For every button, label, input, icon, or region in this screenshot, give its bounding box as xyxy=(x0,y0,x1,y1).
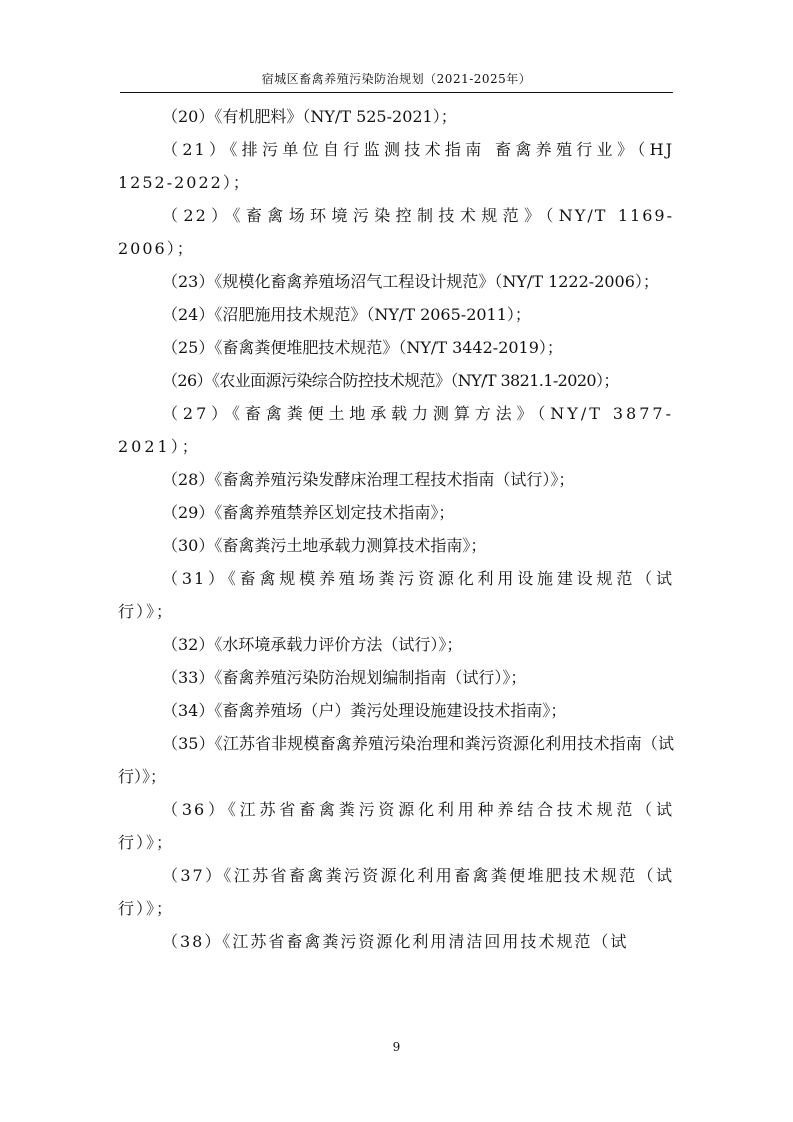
list-item: （20）《有机肥料》（NY/T 525-2021）； xyxy=(162,107,457,126)
list-item: （28）《畜禽养殖污染发酵床治理工程技术指南（试行）》； xyxy=(162,470,575,489)
reference-list xyxy=(118,100,674,958)
header-divider xyxy=(120,92,673,93)
list-item: （27）《畜禽粪便土地承载力测算方法》（NY/T 3877-2021）； xyxy=(118,404,674,456)
list-item: （33）《畜禽养殖污染防治规划编制指南（试行）》； xyxy=(162,668,527,687)
running-header: 宿城区畜禽养殖污染防治规划（2021-2025年） xyxy=(261,72,532,86)
list-item: （24）《沼肥施用技术规范》（NY/T 2065-2011）； xyxy=(162,305,531,324)
list-item: （35）《江苏省非规模畜禽养殖污染治理和粪污资源化利用技术指南（试行）》； xyxy=(118,734,674,786)
list-item: （23）《规模化畜禽养殖场沼气工程设计规范》（NY/T 1222-2006）； xyxy=(162,272,659,291)
list-item: （26）《农业面源污染综合防控技术规范》（NY/T 3821.1-2020）； xyxy=(162,371,619,390)
list-item: （38）《江苏省畜禽粪污资源化利用清洁回用技术规范（试 xyxy=(162,932,629,951)
list-item: （21）《排污单位自行监测技术指南 畜禽养殖行业》（HJ 1252-2022）； xyxy=(118,140,674,192)
list-item: （29）《畜禽养殖禁养区划定技术指南》； xyxy=(162,503,455,522)
list-item: （31）《畜禽规模养殖场粪污资源化利用设施建设规范（试行）》； xyxy=(118,569,674,621)
list-item: （37）《江苏省畜禽粪污资源化利用畜禽粪便堆肥技术规范（试行）》； xyxy=(118,866,674,918)
list-item: （36）《江苏省畜禽粪污资源化利用种养结合技术规范（试行）》； xyxy=(118,800,674,852)
page-number: 9 xyxy=(392,1040,401,1054)
list-item: （22）《畜禽场环境污染控制技术规范》（NY/T 1169-2006）； xyxy=(118,206,674,258)
list-item: （25）《畜禽粪便堆肥技术规范》（NY/T 3442-2019）； xyxy=(162,338,563,357)
list-item: （32）《水环境承载力评价方法（试行）》； xyxy=(162,635,463,654)
list-item: （30）《畜禽粪污土地承载力测算技术指南》； xyxy=(162,536,487,555)
list-item: （34）《畜禽养殖场（户）粪污处理设施建设技术指南》； xyxy=(162,701,567,720)
